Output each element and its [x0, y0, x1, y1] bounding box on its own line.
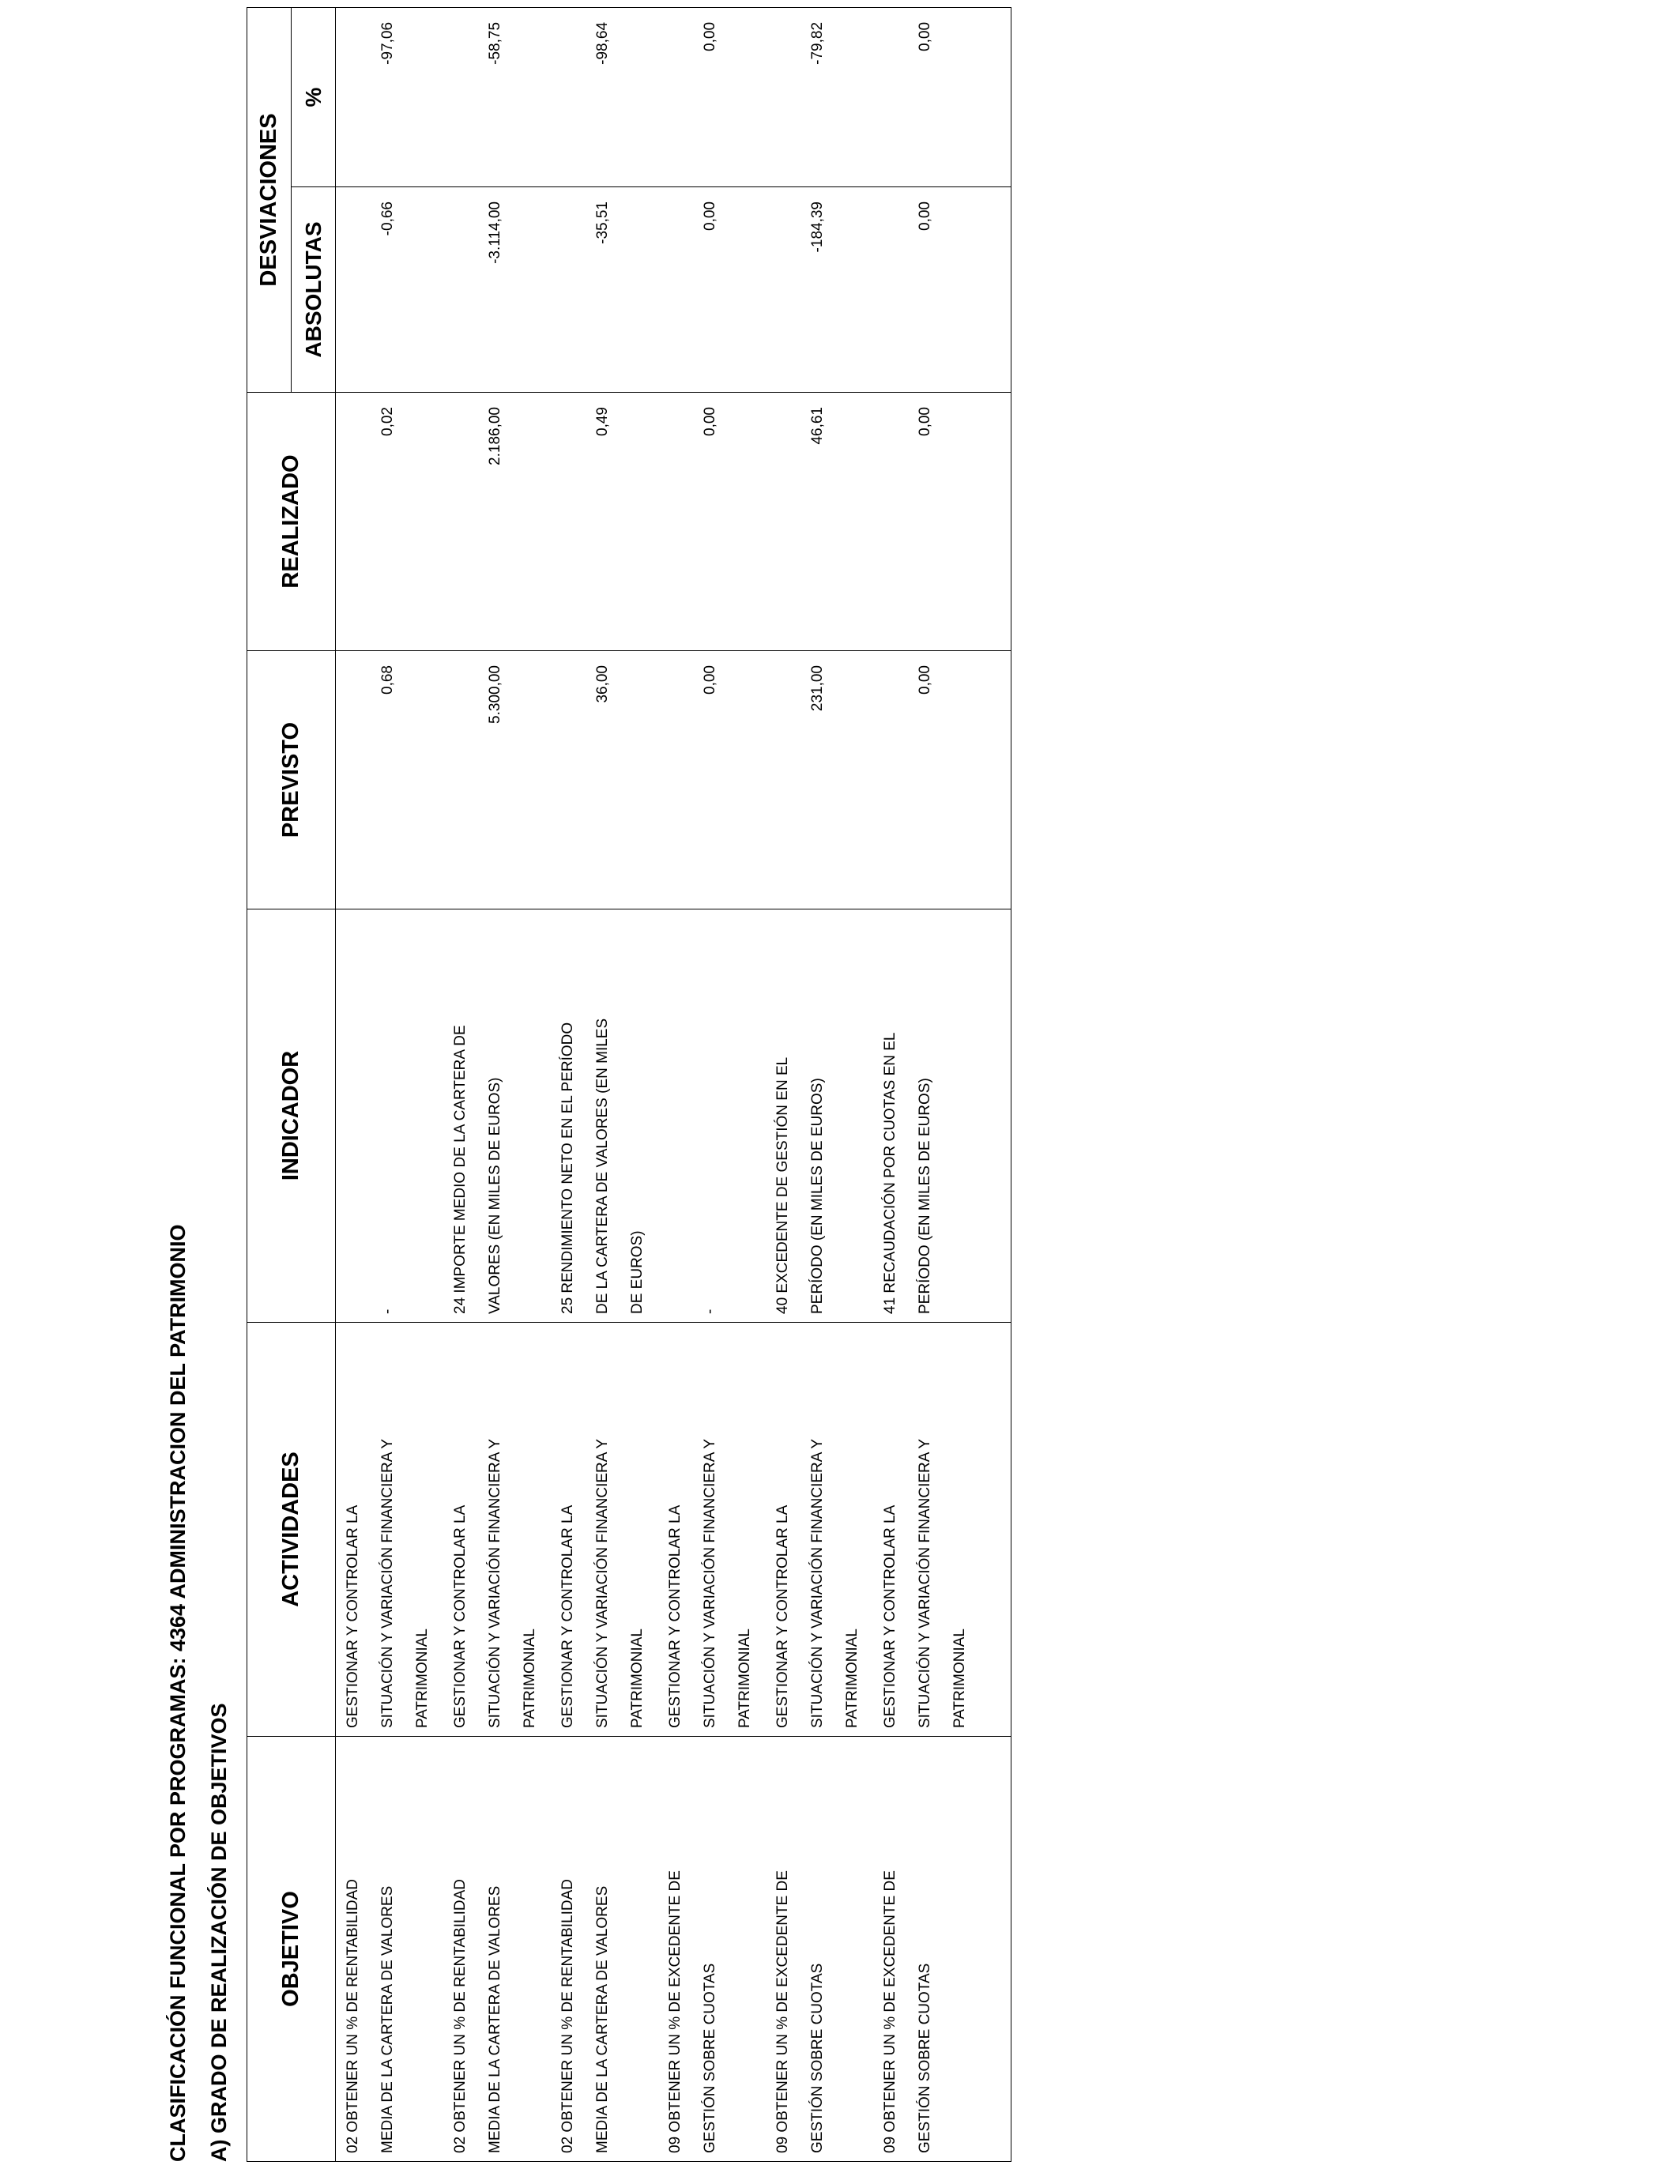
header-actividades: ACTIVIDADES — [247, 1323, 336, 1737]
desviacion-porcentaje-cell: 0,00 — [873, 7, 1011, 186]
table-row — [336, 7, 443, 2161]
desviacion-porcentaje-cell: 0,00 — [658, 7, 766, 186]
indicador-cell: 41 RECAUDACIÓN POR CUOTAS EN EL PERÍODO (EN MILES DE EUROS) — [873, 909, 1011, 1323]
table-header — [247, 7, 336, 2161]
table-body — [336, 7, 1011, 2161]
actividades-cell: GESTIONAR Y CONTROLAR LA SITUACIÓN Y VARIACIÓN FINANCIERA Y PATRIMONIAL — [551, 1323, 658, 1737]
desviacion-porcentaje-cell: -97,06 — [336, 7, 443, 186]
desviacion-absoluta-cell: 0,00 — [873, 187, 1011, 393]
actividades-cell: GESTIONAR Y CONTROLAR LA SITUACIÓN Y VARIACIÓN FINANCIERA Y PATRIMONIAL — [658, 1323, 766, 1737]
realizado-cell: 2.186,00 — [443, 393, 551, 651]
desviacion-absoluta-cell: -0,66 — [336, 187, 443, 393]
indicador-cell: 25 RENDIMIENTO NETO EN EL PERÍODO DE LA CARTERA DE VALORES (EN MILES DE EUROS) — [551, 909, 658, 1323]
actividades-cell: GESTIONAR Y CONTROLAR LA SITUACIÓN Y VARIACIÓN FINANCIERA Y PATRIMONIAL — [766, 1323, 873, 1737]
header-absolutas: ABSOLUTAS — [292, 187, 336, 393]
actividades-cell: GESTIONAR Y CONTROLAR LA SITUACIÓN Y VARIACIÓN FINANCIERA Y PATRIMONIAL — [336, 1323, 443, 1737]
actividades-cell: GESTIONAR Y CONTROLAR LA SITUACIÓN Y VARIACIÓN FINANCIERA Y PATRIMONIAL — [443, 1323, 551, 1737]
objectives-table — [247, 7, 1011, 2162]
objetivo-cell: 02 OBTENER UN % DE RENTABILIDAD MEDIA DE LA CARTERA DE VALORES — [551, 1737, 658, 2162]
desviacion-porcentaje-cell: -79,82 — [766, 7, 873, 186]
table-row — [873, 7, 1011, 2161]
document-title: CLASIFICACIÓN FUNCIONAL POR PROGRAMAS: 4364 ADMINISTRACION DEL PATRIMONIO — [166, 1224, 190, 2162]
objetivo-cell: 09 OBTENER UN % DE EXCEDENTE DE GESTIÓN SOBRE CUOTAS — [873, 1737, 1011, 2162]
header-realizado: REALIZADO — [247, 393, 336, 651]
rotated-landscape-page — [166, 8, 1193, 2162]
table-row — [658, 7, 766, 2161]
desviacion-absoluta-cell: -3.114,00 — [443, 187, 551, 393]
actividades-cell: GESTIONAR Y CONTROLAR LA SITUACIÓN Y VARIACIÓN FINANCIERA Y PATRIMONIAL — [873, 1323, 1011, 1737]
desviacion-absoluta-cell: -184,39 — [766, 187, 873, 393]
realizado-cell: 0,00 — [658, 393, 766, 651]
realizado-cell: 0,49 — [551, 393, 658, 651]
realizado-cell: 0,00 — [873, 393, 1011, 651]
objetivo-cell: 09 OBTENER UN % DE EXCEDENTE DE GESTIÓN SOBRE CUOTAS — [766, 1737, 873, 2162]
header-previsto: PREVISTO — [247, 651, 336, 909]
indicador-cell: - — [336, 909, 443, 1323]
table-row — [551, 7, 658, 2161]
table-row — [443, 7, 551, 2161]
previsto-cell: 0,00 — [658, 651, 766, 909]
header-objetivo: OBJETIVO — [247, 1737, 336, 2162]
document-subtitle: A) GRADO DE REALIZACIÓN DE OBJETIVOS — [207, 1703, 231, 2162]
table-row — [766, 7, 873, 2161]
objetivo-cell: 02 OBTENER UN % DE RENTABILIDAD MEDIA DE LA CARTERA DE VALORES — [443, 1737, 551, 2162]
header-indicador: INDICADOR — [247, 909, 336, 1323]
header-desviaciones: DESVIACIONES — [247, 7, 292, 392]
desviacion-absoluta-cell: 0,00 — [658, 187, 766, 393]
indicador-cell: 24 IMPORTE MEDIO DE LA CARTERA DE VALORES (EN MILES DE EUROS) — [443, 909, 551, 1323]
objetivo-cell: 02 OBTENER UN % DE RENTABILIDAD MEDIA DE LA CARTERA DE VALORES — [336, 1737, 443, 2162]
previsto-cell: 36,00 — [551, 651, 658, 909]
indicador-cell: 40 EXCEDENTE DE GESTIÓN EN EL PERÍODO (EN MILES DE EUROS) — [766, 909, 873, 1323]
desviacion-porcentaje-cell: -58,75 — [443, 7, 551, 186]
objetivo-cell: 09 OBTENER UN % DE EXCEDENTE DE GESTIÓN SOBRE CUOTAS — [658, 1737, 766, 2162]
previsto-cell: 0,00 — [873, 651, 1011, 909]
previsto-cell: 5.300,00 — [443, 651, 551, 909]
realizado-cell: 46,61 — [766, 393, 873, 651]
previsto-cell: 231,00 — [766, 651, 873, 909]
realizado-cell: 0,02 — [336, 393, 443, 651]
header-porcentaje: % — [292, 7, 336, 186]
desviacion-absoluta-cell: -35,51 — [551, 187, 658, 393]
previsto-cell: 0,68 — [336, 651, 443, 909]
desviacion-porcentaje-cell: -98,64 — [551, 7, 658, 186]
indicador-cell: - — [658, 909, 766, 1323]
